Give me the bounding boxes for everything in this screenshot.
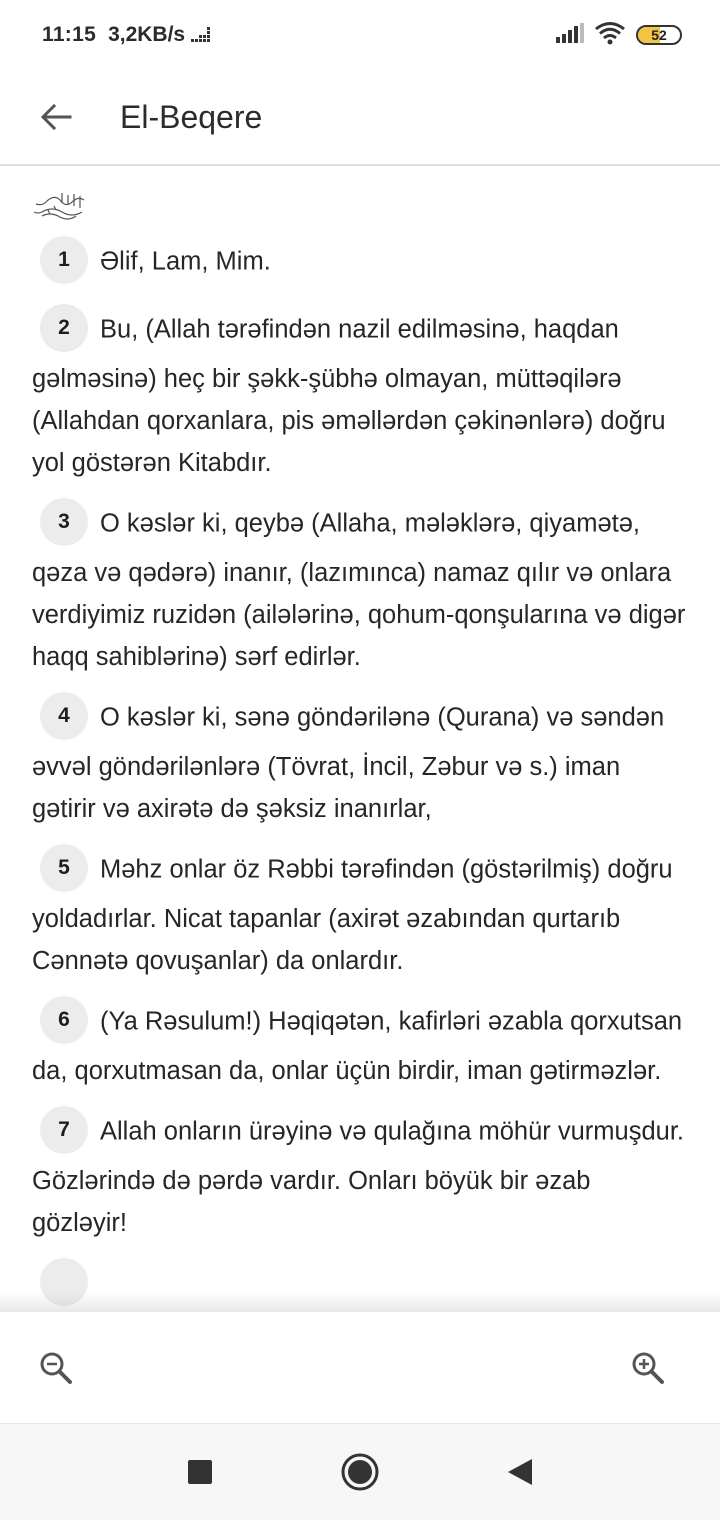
zoom-out-icon [38,1350,74,1386]
verse-item[interactable] [32,498,688,678]
home-button[interactable] [335,1447,385,1497]
verse-text: Allah onların ürəyinə və qulağına möhür vurmuşdur. Gözlərində də pərdə vardır. Onları böyük bir əzab gözləyir! [32,1117,684,1237]
recents-square-icon [187,1459,213,1485]
system-nav-bar [0,1424,720,1520]
verse-item[interactable] [32,236,688,290]
verse-number: 3 [40,498,88,546]
bismillah-calligraphy-icon [32,186,92,230]
verse-text: (Ya Rəsulum!) Həqiqətən, kafirləri əzabla qorxutsan da, qorxutmasan da, onlar üçün birdir, iman gətirməzlər. [32,1007,683,1085]
verse-item[interactable] [32,692,688,830]
verse-item[interactable] [32,844,688,982]
battery-icon [636,25,682,45]
back-triangle-icon [506,1457,534,1487]
verse-number: 2 [40,304,88,352]
data-speed-icon [191,27,213,43]
verse-number: 7 [40,1106,88,1154]
arrow-left-icon [40,103,72,131]
home-circle-icon [340,1452,380,1492]
back-button[interactable] [26,87,86,147]
verses-list[interactable] [0,168,720,1312]
zoom-in-icon [630,1350,666,1386]
zoom-toolbar [0,1312,720,1424]
battery-level: 52 [651,27,667,43]
status-bar [0,0,720,70]
verse-number: 1 [40,236,88,284]
verse-item[interactable] [32,304,688,484]
network-speed: 3,2KB/s [108,23,186,46]
verse-text: Məhz onlar öz Rəbbi tərəfindən (göstərilmiş) doğru yoldadırlar. Nicat tapanlar (axirət əzabından qurtarıb Cənnətə qovuşanlar) da onlardır. [32,855,673,975]
system-back-button[interactable] [495,1447,545,1497]
app-bar [0,70,720,166]
verse-text: O kəslər ki, sənə göndərilənə (Qurana) və səndən əvvəl göndərilənlərə (Tövrat, İncil, Zəbur və s.) iman gətirir və axirətə də şəksiz inanırlar, [32,703,665,823]
page-title: El-Beqere [120,98,263,135]
wifi-icon [594,21,626,50]
zoom-out-button[interactable] [34,1346,78,1390]
verse-text: Bu, (Allah tərəfindən nazil edilməsinə, haqdan gəlməsinə) heç bir şəkk-şübhə olmayan, müttəqilərə (Allahdan qorxanlara, pis əməllərdən çəkinənlərə) doğru yol göstərən Kitabdır. [32,315,666,477]
signal-icon [556,23,584,48]
verse-item[interactable] [32,996,688,1092]
recents-button[interactable] [175,1447,225,1497]
verse-number: 6 [40,996,88,1044]
zoom-in-button[interactable] [626,1346,670,1390]
verse-number: 5 [40,844,88,892]
toolbar-shadow [0,1292,720,1314]
verse-text: Əlif, Lam, Mim. [100,247,271,276]
verse-number: 4 [40,692,88,740]
status-icons [556,21,682,50]
status-time: 11:15 [42,23,97,46]
verse-text: O kəslər ki, qeybə (Allaha, mələklərə, qiyamətə, qəza və qədərə) inanır, (lazımınca) namaz qılır və onlara verdiyimiz ruzidən (ailələrinə, qohum-qonşularına və digər haqq sahiblərinə) sərf edirlər. [32,509,686,671]
verse-item[interactable] [32,1106,688,1244]
